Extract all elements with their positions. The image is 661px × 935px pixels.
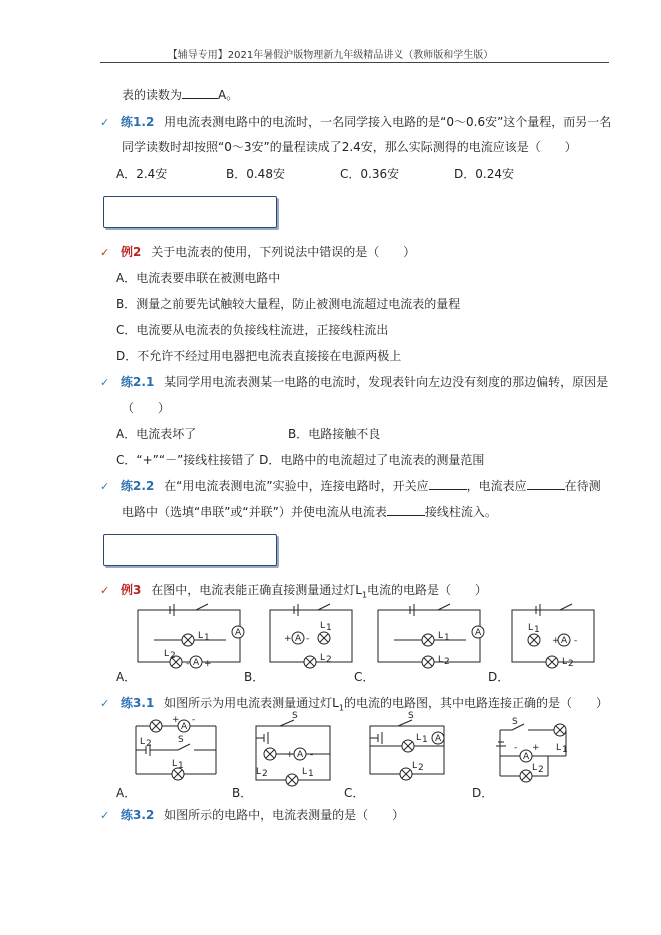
svg-text:-: - <box>310 750 314 760</box>
svg-text:2: 2 <box>538 765 544 775</box>
li3-option-b[interactable]: B． <box>244 670 265 684</box>
svg-text:2: 2 <box>568 659 574 669</box>
section-box-2 <box>103 534 277 566</box>
svg-text:+: + <box>286 750 294 760</box>
lian22-line1 <box>100 477 601 494</box>
li2-option-d[interactable]: D．不允许不经过用电器把电流表直接接在电源两极上 <box>116 349 402 363</box>
svg-text:1: 1 <box>178 761 184 771</box>
svg-text:A: A <box>475 628 482 638</box>
lian12-text1: 用电流表测电路中的电流时，一名同学接入电路的是“0～0.6安”这个量程，而另一名 <box>164 115 612 129</box>
svg-text:L: L <box>320 621 326 631</box>
svg-text:L: L <box>172 759 178 769</box>
prev-question-tail <box>122 86 238 103</box>
svg-text:2: 2 <box>170 651 176 661</box>
svg-text:-: - <box>574 636 578 646</box>
li3-circuit-b <box>268 604 358 668</box>
check-icon: ✓ <box>100 809 110 822</box>
svg-text:S: S <box>408 711 414 721</box>
svg-text:1: 1 <box>204 633 210 643</box>
li3-stem-a: 在图中，电流表能正确直接测量通过灯 <box>151 583 356 597</box>
svg-text:L: L <box>256 767 262 777</box>
li2-tag: 例2 <box>121 245 142 259</box>
lian31-option-d[interactable]: D． <box>472 786 494 800</box>
li3-option-d[interactable]: D． <box>488 670 510 684</box>
li3-tag: 例3 <box>121 583 142 597</box>
li3-stem-line <box>100 581 487 599</box>
lian31-option-c[interactable]: C． <box>344 786 365 800</box>
li2-stem: 关于电流表的使用，下列说法中错误的是（ ） <box>151 245 416 259</box>
li3-option-a[interactable]: A． <box>116 670 137 684</box>
lian22-text2b: 接线柱流入。 <box>424 505 497 519</box>
svg-text:-: - <box>192 715 196 725</box>
lian22-text1b: ，电流表应 <box>466 479 527 493</box>
li2-option-b[interactable]: B．测量之前要先试触较大量程，防止被测电流超过电流表的量程 <box>116 297 461 311</box>
svg-text:2: 2 <box>444 657 450 667</box>
section-box-1 <box>103 196 277 228</box>
svg-text:+: + <box>552 636 560 646</box>
svg-text:L: L <box>562 657 568 667</box>
lian21-tag: 练2.1 <box>121 375 155 389</box>
svg-text:A: A <box>181 722 188 732</box>
lian22-text1a: 在“用电流表测电流”实验中，连接电路时，开关应 <box>164 479 429 493</box>
lian21-option-b[interactable]: B．电路接触不良 <box>288 427 381 441</box>
lian31-stem-sub: 1 <box>338 703 344 713</box>
li2-option-c[interactable]: C．电流要从电流表的负接线柱流进，正接线柱流出 <box>116 323 389 337</box>
lian31-circuit-a <box>134 716 222 782</box>
lian31-stem-b: 的电流的电路图，其中电路连接正确的是（ ） <box>343 696 608 710</box>
svg-text:L: L <box>556 743 562 753</box>
svg-text:+: + <box>532 743 540 753</box>
answer-blank[interactable] <box>387 505 425 516</box>
lian12-option-c[interactable]: C．0.36安 <box>340 167 400 181</box>
li2-option-a[interactable]: A．电流表要串联在被测电路中 <box>116 271 281 285</box>
svg-text:L: L <box>140 737 146 747</box>
lian31-circuit-c <box>368 711 448 782</box>
check-icon: ✓ <box>100 376 110 389</box>
svg-text:2: 2 <box>146 739 152 749</box>
svg-text:A: A <box>523 752 530 762</box>
lian12-line1 <box>100 113 611 130</box>
li3-stem-sub: 1 <box>361 590 368 600</box>
li2-stem-line <box>100 243 415 260</box>
svg-text:1: 1 <box>326 623 332 633</box>
check-icon: ✓ <box>100 697 110 710</box>
check-icon: ✓ <box>100 116 110 129</box>
svg-text:S: S <box>292 711 298 721</box>
svg-text:A: A <box>235 628 242 638</box>
li3-stem-b: 电流的电路是（ ） <box>367 583 488 597</box>
lian31-stem-lamp: L <box>332 696 339 710</box>
svg-text:-: - <box>186 659 190 669</box>
svg-text:A: A <box>295 634 302 644</box>
svg-text:1: 1 <box>444 633 450 643</box>
lian32-tag: 练3.2 <box>121 808 155 822</box>
svg-text:2: 2 <box>418 763 424 773</box>
svg-text:A: A <box>561 636 568 646</box>
answer-blank[interactable] <box>527 479 565 490</box>
li3-circuit-d <box>510 604 600 668</box>
li3-circuit-a <box>136 604 246 674</box>
lian21-text1: 某同学用电流表测某一电路的电流时，发现表针向左边没有刻度的那边偏转，原因是 <box>164 375 609 389</box>
lian31-option-a[interactable]: A． <box>116 786 137 800</box>
check-icon: ✓ <box>100 246 110 259</box>
li3-circuit-c <box>376 604 486 674</box>
lian31-stem-line <box>100 694 608 712</box>
svg-text:2: 2 <box>326 655 332 665</box>
lian32-stem-line <box>100 806 404 823</box>
check-icon: ✓ <box>100 480 110 493</box>
svg-text:A: A <box>297 750 304 760</box>
svg-text:1: 1 <box>308 769 314 779</box>
svg-text:L: L <box>438 655 444 665</box>
svg-text:L: L <box>438 631 444 641</box>
lian31-circuit-b <box>254 711 334 782</box>
svg-text:S: S <box>512 717 518 727</box>
svg-text:+: + <box>284 634 292 644</box>
answer-blank[interactable] <box>182 88 218 99</box>
svg-text:2: 2 <box>262 769 268 779</box>
lian31-tag: 练3.1 <box>121 696 155 710</box>
lian21-option-cd[interactable]: C．“+”“－”接线柱接错了 D．电路中的电流超过了电流表的测量范围 <box>116 453 485 467</box>
lian22-text2a: 电路中（选填“串联”或“并联”）并使电流从电流表 <box>122 505 387 519</box>
lian12-option-a[interactable]: A．2.4安 <box>116 167 168 181</box>
answer-blank[interactable] <box>429 479 467 490</box>
svg-text:L: L <box>320 653 326 663</box>
lian21-option-a[interactable]: A．电流表坏了 <box>116 427 197 441</box>
lian12-tag: 练1.2 <box>121 115 155 129</box>
li3-option-c[interactable]: C． <box>354 670 375 684</box>
svg-text:1: 1 <box>422 735 428 745</box>
header-rule <box>100 62 609 63</box>
lian22-tag: 练2.2 <box>121 479 155 493</box>
lian22-line2 <box>122 503 497 520</box>
lian12-text2: 同学读数时却按照“0～3安”的量程读成了2.4安，那么实际测得的电流应该是（ ） <box>122 140 577 154</box>
svg-text:L: L <box>198 631 204 641</box>
lian31-circuit-d <box>498 716 578 782</box>
svg-text:S: S <box>178 735 184 745</box>
prev-tail-unit: A。 <box>218 88 239 102</box>
lian31-stem-a: 如图所示为用电流表测量通过灯 <box>164 696 333 710</box>
svg-text:L: L <box>302 767 308 777</box>
svg-text:-: - <box>306 634 310 644</box>
svg-text:L: L <box>532 763 538 773</box>
lian21-text2: （ ） <box>122 401 171 415</box>
lian12-option-b[interactable]: B．0.48安 <box>226 167 285 181</box>
svg-text:L: L <box>528 623 534 633</box>
lian31-option-b[interactable]: B． <box>232 786 253 800</box>
svg-text:L: L <box>412 761 418 771</box>
svg-text:+: + <box>204 659 212 669</box>
svg-text:A: A <box>193 658 200 668</box>
svg-text:L: L <box>416 733 422 743</box>
svg-text:L: L <box>164 649 170 659</box>
page-header: 【辅导专用】2021年暑假沪版物理新九年级精品讲义（教师版和学生版） <box>167 50 494 61</box>
svg-text:1: 1 <box>562 745 568 755</box>
check-icon: ✓ <box>100 584 110 597</box>
svg-text:A: A <box>435 734 442 744</box>
lian12-option-d[interactable]: D．0.24安 <box>454 167 514 181</box>
prev-tail-text: 表的读数为 <box>122 88 183 102</box>
lian22-text1c: 在待测 <box>564 479 601 493</box>
svg-text:+: + <box>172 715 180 725</box>
lian21-line1 <box>100 373 608 390</box>
lian32-stem: 如图所示的电路中，电流表测量的是（ ） <box>164 808 405 822</box>
svg-text:1: 1 <box>534 625 540 635</box>
svg-text:-: - <box>514 743 518 753</box>
li3-stem-lamp: L <box>355 583 362 597</box>
